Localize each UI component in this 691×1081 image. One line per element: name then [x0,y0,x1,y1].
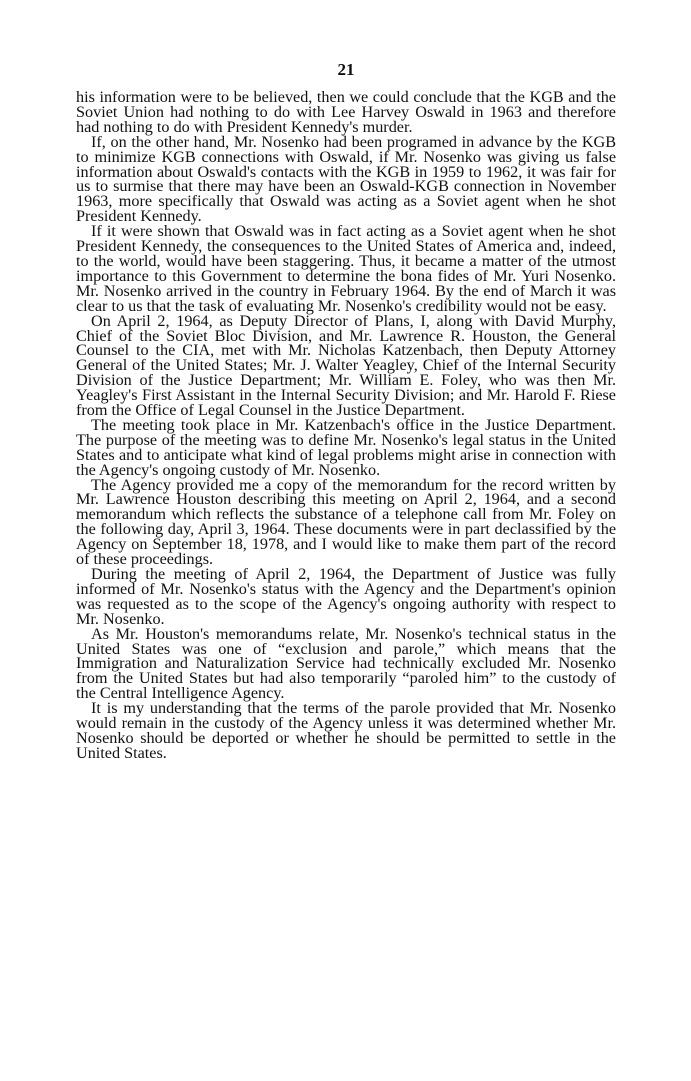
paragraph-4: On April 2, 1964, as Deputy Director of Plans, I, along with David Murphy, Chief of the Soviet Bloc Division, and Mr. Lawrence R. Houston, the General Counsel to the CIA, met with Mr. Nicholas Katzenbach, then Deputy Attorney General of the United States; Mr. J. Walter Yeagley, Chief of the Internal Security Division of the Justice Department; Mr. William E. Foley, who was then Mr. Yeagley's First Assistant in the Internal Security Division; and Mr. Harold F. Riese from the Office of Legal Counsel in the Justice Department. [76,311,616,420]
paragraph-1: his information were to be believed, then we could conclude that the KGB and the Soviet Union had nothing to do with Lee Harvey Oswald in 1963 and therefore had nothing to do with President Kennedy's murder. [76,88,616,136]
paragraph-2: If, on the other hand, Mr. Nosenko had been programed in advance by the KGB to minimize KGB connections with Oswald, if Mr. Nosenko was giving us false information about Oswald's contacts with the KGB in 1959 to 1962, it was fair for us to surmise that there may have been an Oswald-KGB connection in November 1963, more specifically that Oswald was acting as a Soviet agent when he shot President Kennedy. [76,132,616,226]
paragraph-8: As Mr. Houston's memorandums relate, Mr. Nosenko's technical status in the United States was one of “exclusion and parole,” which means that the Immigration and Naturalization Service had technically excluded Mr. Nosenko from the United States but had also temporarily “paroled him” to the custody of the Central Intelligence Agency. [76,624,616,703]
paragraph-7: During the meeting of April 2, 1964, the Department of Justice was fully informed of Mr. Nosenko's status with the Agency and the Department's opinion was requested as to the scope of the Agency's ongoing authority with respect to Mr. Nosenko. [76,565,616,628]
paragraph-5: The meeting took place in Mr. Katzenbach's office in the Justice Department. The purpose of the meeting was to define Mr. Nosenko's legal status in the United States and to anticipate what kind of legal problems might arise in connection with the Agency's ongoing custody of Mr. Nosenko. [76,415,616,479]
paragraph-9: It is my understanding that the terms of the parole provided that Mr. Nosenko would remain in the custody of the Agency unless it was determined whether Mr. Nosenko should be deported or whether he should be permitted to settle in the United States. [76,699,616,762]
document-page [76,60,616,761]
paragraph-6: The Agency provided me a copy of the memorandum for the record written by Mr. Lawrence Houston describing this meeting on April 2, 1964, and a second memorandum which reflects the substance of a telephone call from Mr. Foley on the following day, April 3, 1964. These documents were in part declassified by the Agency on September 18, 1978, and I would like to make them part of the record of these proceedings. [76,475,616,569]
page-number: 21 [337,60,355,79]
paragraph-3: If it were shown that Oswald was in fact acting as a Soviet agent when he shot President Kennedy, the consequences to the United States of America and, indeed, to the world, would have been staggering. Thus, it became a matter of the utmost importance to this Government to determine the bona fides of Mr. Yuri Nosenko. Mr. Nosenko arrived in the country in February 1964. By the end of March it was clear to us that the task of evaluating Mr. Nosenko's credibility would not be easy. [76,222,616,315]
body-text [76,90,616,761]
